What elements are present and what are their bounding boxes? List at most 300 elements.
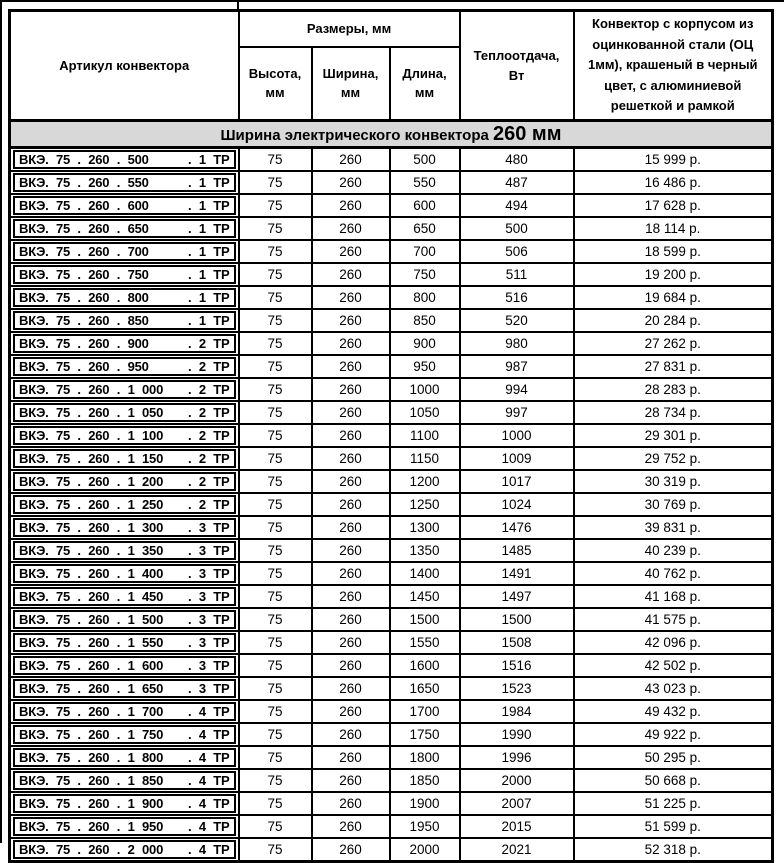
article-right: . 3 ТР [188, 657, 230, 673]
price-cell: 27 831 р. [574, 355, 773, 378]
table-row [10, 286, 773, 309]
price-cell: 50 668 р. [574, 769, 773, 792]
article-box [13, 656, 236, 675]
heat-cell: 506 [460, 240, 574, 263]
height-cell: 75 [239, 516, 312, 539]
length-cell: 550 [390, 171, 460, 194]
heat-cell: 980 [460, 332, 574, 355]
article-right: . 2 ТР [188, 358, 230, 374]
price-cell: 19 684 р. [574, 286, 773, 309]
article-left: ВКЭ. 75 . 260 . 950 [19, 358, 149, 374]
article-cell [10, 240, 239, 263]
crop-border-top [0, 0, 784, 2]
height-cell: 75 [239, 148, 312, 172]
heat-cell: 1491 [460, 562, 574, 585]
height-cell: 75 [239, 240, 312, 263]
article-cell [10, 263, 239, 286]
price-cell: 28 734 р. [574, 401, 773, 424]
article-right: . 1 ТР [188, 289, 230, 305]
article-box [13, 725, 236, 744]
price-cell: 51 225 р. [574, 792, 773, 815]
width-cell: 260 [312, 355, 390, 378]
article-box [13, 426, 236, 445]
price-cell: 16 486 р. [574, 171, 773, 194]
width-cell: 260 [312, 562, 390, 585]
table-header [10, 11, 773, 121]
price-cell: 20 284 р. [574, 309, 773, 332]
price-cell: 42 502 р. [574, 654, 773, 677]
article-cell [10, 700, 239, 723]
price-table-page [8, 9, 774, 863]
height-cell: 75 [239, 677, 312, 700]
heat-cell: 1984 [460, 700, 574, 723]
height-cell: 75 [239, 769, 312, 792]
length-cell: 1400 [390, 562, 460, 585]
article-box [13, 794, 236, 813]
article-left: ВКЭ. 75 . 260 . 1 800 [19, 749, 164, 765]
article-right: . 4 ТР [188, 795, 230, 811]
article-cell [10, 516, 239, 539]
article-right: . 1 ТР [188, 243, 230, 259]
article-cell [10, 792, 239, 815]
article-right: . 3 ТР [188, 680, 230, 696]
price-cell: 42 096 р. [574, 631, 773, 654]
length-cell: 1700 [390, 700, 460, 723]
heat-cell: 1990 [460, 723, 574, 746]
header-sizes-group: Размеры, мм [239, 11, 460, 47]
article-left: ВКЭ. 75 . 260 . 1 750 [19, 726, 164, 742]
width-cell: 260 [312, 493, 390, 516]
height-cell: 75 [239, 401, 312, 424]
length-cell: 1650 [390, 677, 460, 700]
length-cell: 500 [390, 148, 460, 172]
article-cell [10, 608, 239, 631]
section-banner-text: Ширина электрического конвектора [220, 126, 489, 144]
table-row [10, 723, 773, 746]
section-banner-value: 260 мм [493, 122, 562, 145]
article-cell [10, 332, 239, 355]
length-cell: 1450 [390, 585, 460, 608]
heat-cell: 520 [460, 309, 574, 332]
article-right: . 2 ТР [188, 335, 230, 351]
article-left: ВКЭ. 75 . 260 . 1 600 [19, 657, 164, 673]
heat-cell: 487 [460, 171, 574, 194]
article-box [13, 242, 236, 261]
article-box [13, 541, 236, 560]
width-cell: 260 [312, 838, 390, 862]
length-cell: 1000 [390, 378, 460, 401]
article-right: . 2 ТР [188, 473, 230, 489]
height-cell: 75 [239, 585, 312, 608]
table-row [10, 355, 773, 378]
price-cell: 30 319 р. [574, 470, 773, 493]
heat-cell: 1500 [460, 608, 574, 631]
article-cell [10, 401, 239, 424]
width-cell: 260 [312, 654, 390, 677]
article-cell [10, 562, 239, 585]
article-box [13, 748, 236, 767]
article-box [13, 564, 236, 583]
article-left: ВКЭ. 75 . 260 . 1 350 [19, 542, 164, 558]
article-left: ВКЭ. 75 . 260 . 1 150 [19, 450, 164, 466]
table-row [10, 539, 773, 562]
article-left: ВКЭ. 75 . 260 . 800 [19, 289, 149, 305]
table-body [10, 121, 773, 862]
header-height: Высота, мм [239, 47, 312, 121]
article-right: . 1 ТР [188, 312, 230, 328]
price-cell: 17 628 р. [574, 194, 773, 217]
article-cell [10, 539, 239, 562]
article-left: ВКЭ. 75 . 260 . 1 900 [19, 795, 164, 811]
length-cell: 1600 [390, 654, 460, 677]
width-cell: 260 [312, 769, 390, 792]
table-row [10, 815, 773, 838]
length-cell: 1200 [390, 470, 460, 493]
height-cell: 75 [239, 608, 312, 631]
price-cell: 18 599 р. [574, 240, 773, 263]
article-cell [10, 838, 239, 862]
height-cell: 75 [239, 746, 312, 769]
table-row [10, 838, 773, 862]
price-cell: 15 999 р. [574, 148, 773, 172]
height-cell: 75 [239, 171, 312, 194]
article-box [13, 587, 236, 606]
table-row [10, 746, 773, 769]
heat-cell: 987 [460, 355, 574, 378]
article-cell [10, 815, 239, 838]
heat-cell: 1024 [460, 493, 574, 516]
width-cell: 260 [312, 286, 390, 309]
length-cell: 1050 [390, 401, 460, 424]
width-cell: 260 [312, 447, 390, 470]
height-cell: 75 [239, 378, 312, 401]
article-left: ВКЭ. 75 . 260 . 1 400 [19, 565, 164, 581]
article-box [13, 633, 236, 652]
article-right: . 4 ТР [188, 726, 230, 742]
price-cell: 41 168 р. [574, 585, 773, 608]
article-right: . 3 ТР [188, 634, 230, 650]
table-row [10, 792, 773, 815]
height-cell: 75 [239, 700, 312, 723]
length-cell: 900 [390, 332, 460, 355]
height-cell: 75 [239, 470, 312, 493]
width-cell: 260 [312, 677, 390, 700]
length-cell: 1800 [390, 746, 460, 769]
article-cell [10, 447, 239, 470]
heat-cell: 994 [460, 378, 574, 401]
price-cell: 40 239 р. [574, 539, 773, 562]
article-cell [10, 769, 239, 792]
article-right: . 4 ТР [188, 749, 230, 765]
length-cell: 1950 [390, 815, 460, 838]
article-cell [10, 493, 239, 516]
article-right: . 3 ТР [188, 611, 230, 627]
heat-cell: 1996 [460, 746, 574, 769]
table-row [10, 516, 773, 539]
height-cell: 75 [239, 447, 312, 470]
heat-cell: 1508 [460, 631, 574, 654]
heat-cell: 2015 [460, 815, 574, 838]
article-cell [10, 470, 239, 493]
article-right: . 4 ТР [188, 841, 230, 857]
price-cell: 27 262 р. [574, 332, 773, 355]
heat-cell: 516 [460, 286, 574, 309]
article-box [13, 173, 236, 192]
article-box [13, 817, 236, 836]
length-cell: 1850 [390, 769, 460, 792]
price-cell: 52 318 р. [574, 838, 773, 862]
length-cell: 1250 [390, 493, 460, 516]
height-cell: 75 [239, 539, 312, 562]
table-row [10, 309, 773, 332]
table-row [10, 608, 773, 631]
width-cell: 260 [312, 608, 390, 631]
table-row [10, 171, 773, 194]
article-left: ВКЭ. 75 . 260 . 1 250 [19, 496, 164, 512]
article-left: ВКЭ. 75 . 260 . 1 450 [19, 588, 164, 604]
article-box [13, 610, 236, 629]
article-left: ВКЭ. 75 . 260 . 750 [19, 266, 149, 282]
heat-cell: 1497 [460, 585, 574, 608]
article-left: ВКЭ. 75 . 260 . 650 [19, 220, 149, 236]
article-cell [10, 424, 239, 447]
article-left: ВКЭ. 75 . 260 . 1 550 [19, 634, 164, 650]
article-right: . 1 ТР [188, 220, 230, 236]
article-right: . 2 ТР [188, 381, 230, 397]
width-cell: 260 [312, 332, 390, 355]
width-cell: 260 [312, 631, 390, 654]
table-row [10, 263, 773, 286]
article-right: . 4 ТР [188, 772, 230, 788]
article-cell [10, 723, 239, 746]
height-cell: 75 [239, 424, 312, 447]
height-cell: 75 [239, 332, 312, 355]
article-cell [10, 355, 239, 378]
price-cell: 43 023 р. [574, 677, 773, 700]
article-left: ВКЭ. 75 . 260 . 550 [19, 174, 149, 190]
price-cell: 30 769 р. [574, 493, 773, 516]
height-cell: 75 [239, 355, 312, 378]
height-cell: 75 [239, 562, 312, 585]
width-cell: 260 [312, 723, 390, 746]
table-row [10, 332, 773, 355]
table-row [10, 493, 773, 516]
article-left: ВКЭ. 75 . 260 . 500 [19, 151, 149, 167]
table-row [10, 700, 773, 723]
article-left: ВКЭ. 75 . 260 . 1 950 [19, 818, 164, 834]
table-row [10, 654, 773, 677]
heat-cell: 494 [460, 194, 574, 217]
article-right: . 3 ТР [188, 565, 230, 581]
price-cell: 29 752 р. [574, 447, 773, 470]
height-cell: 75 [239, 194, 312, 217]
length-cell: 1350 [390, 539, 460, 562]
article-cell [10, 171, 239, 194]
article-box [13, 403, 236, 422]
length-cell: 650 [390, 217, 460, 240]
article-cell [10, 378, 239, 401]
table-row [10, 378, 773, 401]
article-left: ВКЭ. 75 . 260 . 900 [19, 335, 149, 351]
length-cell: 1900 [390, 792, 460, 815]
height-cell: 75 [239, 631, 312, 654]
width-cell: 260 [312, 263, 390, 286]
article-box [13, 288, 236, 307]
header-heat-output: Теплоотдача, Вт [460, 11, 574, 121]
table-row [10, 677, 773, 700]
article-box [13, 495, 236, 514]
heat-cell: 2007 [460, 792, 574, 815]
width-cell: 260 [312, 792, 390, 815]
article-left: ВКЭ. 75 . 260 . 1 000 [19, 381, 164, 397]
section-banner [10, 121, 773, 148]
heat-cell: 2000 [460, 769, 574, 792]
length-cell: 1150 [390, 447, 460, 470]
header-description: Конвектор с корпусом из оцинкованной стали (ОЦ 1мм), крашеный в черный цвет, с алюминиевой решеткой и рамкой [574, 11, 773, 121]
price-cell: 19 200 р. [574, 263, 773, 286]
article-box [13, 311, 236, 330]
length-cell: 750 [390, 263, 460, 286]
convector-price-table [8, 9, 774, 863]
article-right: . 2 ТР [188, 404, 230, 420]
article-right: . 1 ТР [188, 266, 230, 282]
heat-cell: 500 [460, 217, 574, 240]
price-cell: 49 922 р. [574, 723, 773, 746]
table-row [10, 769, 773, 792]
article-cell [10, 631, 239, 654]
crop-border-left [0, 0, 2, 843]
article-box [13, 150, 236, 169]
length-cell: 950 [390, 355, 460, 378]
article-cell [10, 654, 239, 677]
height-cell: 75 [239, 815, 312, 838]
length-cell: 1300 [390, 516, 460, 539]
article-left: ВКЭ. 75 . 260 . 700 [19, 243, 149, 259]
article-box [13, 380, 236, 399]
price-cell: 18 114 р. [574, 217, 773, 240]
article-left: ВКЭ. 75 . 260 . 1 500 [19, 611, 164, 627]
length-cell: 1550 [390, 631, 460, 654]
article-right: . 4 ТР [188, 703, 230, 719]
height-cell: 75 [239, 723, 312, 746]
article-cell [10, 148, 239, 172]
article-left: ВКЭ. 75 . 260 . 850 [19, 312, 149, 328]
article-box [13, 702, 236, 721]
header-width: Ширина, мм [312, 47, 390, 121]
height-cell: 75 [239, 263, 312, 286]
table-row [10, 585, 773, 608]
table-row [10, 217, 773, 240]
article-right: . 4 ТР [188, 818, 230, 834]
article-right: . 3 ТР [188, 588, 230, 604]
price-cell: 39 831 р. [574, 516, 773, 539]
price-cell: 29 301 р. [574, 424, 773, 447]
heat-cell: 1017 [460, 470, 574, 493]
article-cell [10, 677, 239, 700]
length-cell: 1750 [390, 723, 460, 746]
article-right: . 3 ТР [188, 542, 230, 558]
article-box [13, 196, 236, 215]
article-box [13, 518, 236, 537]
width-cell: 260 [312, 539, 390, 562]
heat-cell: 480 [460, 148, 574, 172]
height-cell: 75 [239, 493, 312, 516]
price-cell: 28 283 р. [574, 378, 773, 401]
height-cell: 75 [239, 217, 312, 240]
price-cell: 49 432 р. [574, 700, 773, 723]
article-left: ВКЭ. 75 . 260 . 1 650 [19, 680, 164, 696]
table-row [10, 240, 773, 263]
article-left: ВКЭ. 75 . 260 . 1 700 [19, 703, 164, 719]
table-row [10, 447, 773, 470]
height-cell: 75 [239, 654, 312, 677]
article-left: ВКЭ. 75 . 260 . 1 850 [19, 772, 164, 788]
width-cell: 260 [312, 148, 390, 172]
article-cell [10, 585, 239, 608]
article-left: ВКЭ. 75 . 260 . 600 [19, 197, 149, 213]
height-cell: 75 [239, 838, 312, 862]
article-left: ВКЭ. 75 . 260 . 1 050 [19, 404, 164, 420]
article-box [13, 472, 236, 491]
heat-cell: 1516 [460, 654, 574, 677]
table-row [10, 562, 773, 585]
width-cell: 260 [312, 309, 390, 332]
heat-cell: 511 [460, 263, 574, 286]
article-box [13, 334, 236, 353]
width-cell: 260 [312, 470, 390, 493]
length-cell: 1100 [390, 424, 460, 447]
article-cell [10, 286, 239, 309]
length-cell: 1500 [390, 608, 460, 631]
article-box [13, 219, 236, 238]
height-cell: 75 [239, 286, 312, 309]
header-article: Артикул конвектора [10, 11, 239, 121]
price-cell: 41 575 р. [574, 608, 773, 631]
width-cell: 260 [312, 171, 390, 194]
article-left: ВКЭ. 75 . 260 . 1 100 [19, 427, 164, 443]
article-right: . 2 ТР [188, 496, 230, 512]
article-box [13, 357, 236, 376]
width-cell: 260 [312, 240, 390, 263]
height-cell: 75 [239, 792, 312, 815]
article-box [13, 265, 236, 284]
width-cell: 260 [312, 516, 390, 539]
length-cell: 700 [390, 240, 460, 263]
table-row [10, 194, 773, 217]
article-cell [10, 746, 239, 769]
article-right: . 1 ТР [188, 151, 230, 167]
heat-cell: 1523 [460, 677, 574, 700]
length-cell: 2000 [390, 838, 460, 862]
width-cell: 260 [312, 217, 390, 240]
article-left: ВКЭ. 75 . 260 . 2 000 [19, 841, 164, 857]
table-row [10, 401, 773, 424]
price-cell: 40 762 р. [574, 562, 773, 585]
price-cell: 51 599 р. [574, 815, 773, 838]
article-box [13, 771, 236, 790]
heat-cell: 1485 [460, 539, 574, 562]
article-right: . 2 ТР [188, 450, 230, 466]
table-row [10, 470, 773, 493]
width-cell: 260 [312, 378, 390, 401]
article-box [13, 679, 236, 698]
length-cell: 800 [390, 286, 460, 309]
width-cell: 260 [312, 585, 390, 608]
article-right: . 2 ТР [188, 427, 230, 443]
article-cell [10, 217, 239, 240]
article-right: . 1 ТР [188, 197, 230, 213]
heat-cell: 2021 [460, 838, 574, 862]
